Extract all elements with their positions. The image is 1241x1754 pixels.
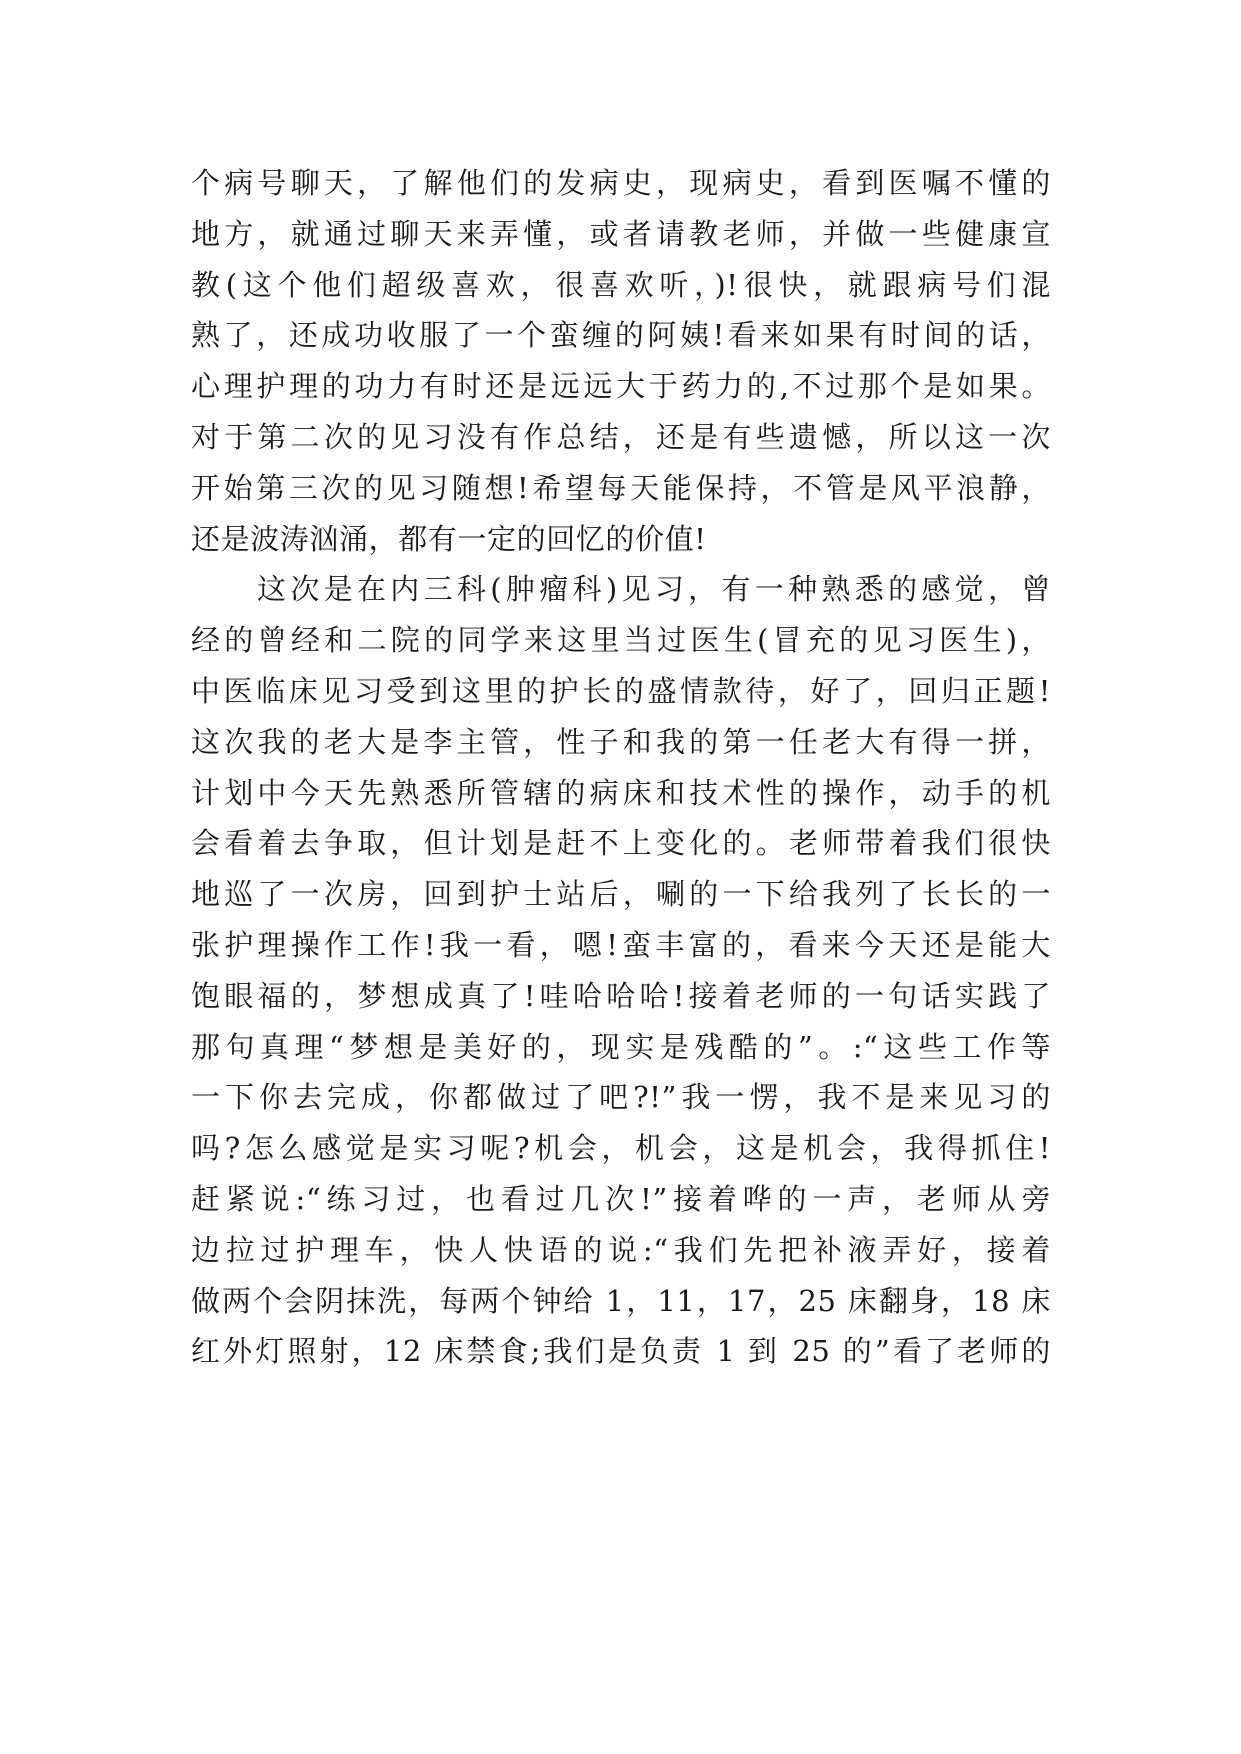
text-line: 张护理操作工作!我一看，嗯!蛮丰富的，看来今天还是能大 (191, 927, 1051, 962)
text-line: 一下你去完成，你都做过了吧?!”我一愣，我不是来见习的 (191, 1080, 1051, 1115)
text-line: 会看着去争取，但计划是赶不上变化的。老师带着我们很快 (191, 826, 1051, 861)
text-line: 地方，就通过聊天来弄懂，或者请教老师，并做一些健康宣 (191, 216, 1051, 251)
text-line: 开始第三次的见习随想!希望每天能保持，不管是风平浪静， (191, 470, 1051, 505)
text-line: 经的曾经和二院的同学来这里当过医生(冒充的见习医生)， (191, 623, 1051, 658)
text-line: 教(这个他们超级喜欢，很喜欢听，)!很快，就跟病号们混 (191, 267, 1051, 302)
text-line: 那句真理“梦想是美好的，现实是残酷的”。:“这些工作等 (191, 1029, 1051, 1064)
text-line: 边拉过护理车，快人快语的说:“我们先把补液弄好，接着 (191, 1232, 1051, 1267)
text-line: 地巡了一次房，回到护士站后，唰的一下给我列了长长的一 (191, 877, 1051, 912)
text-line: 中医临床见习受到这里的护长的盛情款待，好了，回归正题! (191, 673, 1051, 708)
text-line: 还是波涛汹涌，都有一定的回忆的价值! (191, 521, 707, 556)
text-line: 对于第二次的见习没有作总结，还是有些遗憾，所以这一次 (191, 419, 1051, 454)
paragraph-first-line: 这次是在内三科(肿瘤科)见习，有一种熟悉的感觉，曾 (257, 572, 1051, 607)
text-line: 熟了，还成功收服了一个蛮缠的阿姨!看来如果有时间的话， (191, 318, 1051, 353)
text-line: 饱眼福的，梦想成真了!哇哈哈哈!接着老师的一句话实践了 (191, 978, 1051, 1013)
text-line: 计划中今天先熟悉所管辖的病床和技术性的操作，动手的机 (191, 775, 1051, 810)
text-line: 这次我的老大是李主管，性子和我的第一任老大有得一拼， (191, 724, 1051, 759)
text-line: 红外灯照射，12 床禁食;我们是负责 1 到 25 的”看了老师的 (191, 1334, 1051, 1369)
text-line: 个病号聊天，了解他们的发病史，现病史，看到医嘱不懂的 (191, 166, 1051, 200)
text-line: 赶紧说:“练习过，也看过几次!”接着哗的一声，老师从旁 (191, 1181, 1051, 1216)
body-text (191, 158, 1051, 1377)
text-line: 做两个会阴抹洗，每两个钟给 1，11，17，25 床翻身，18 床 (191, 1283, 1051, 1318)
text-line: 吗?怎么感觉是实习呢?机会，机会，这是机会，我得抓住! (191, 1131, 1051, 1166)
text-line: 心理护理的功力有时还是远远大于药力的,不过那个是如果。 (191, 369, 1051, 404)
